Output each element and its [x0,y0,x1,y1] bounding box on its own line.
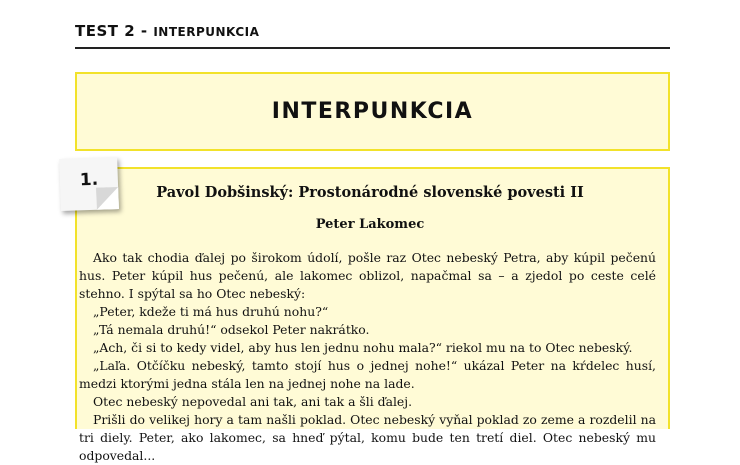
paragraph: „Laľa. Otčíčku nebeský, tamto stojí hus o jednej nohe!“ ukázal Peter na kŕdelec husí, medzi ktorými jedna stála len na jednej nohe na lade. [79,358,656,391]
page-title: INTERPUNKCIA [271,99,474,124]
paragraph: „Peter, kdeže ti má hus druhú nohu?“ [93,304,329,319]
work-title: Pavol Dobšinský: Prostonárodné slovenské povesti II [156,184,584,201]
paragraph: Ako tak chodia ďalej po širokom údolí, pošle raz Otec nebeský Petra, aby kúpil pečenú hus. Peter kúpil hus pečenú, ale lakomec oblizol, napačmal sa – a zjedol po ceste celé stehno. I spýtal sa ho Otec nebeský: [79,250,656,301]
paragraph: „Ach, či si to kedy videl, aby hus len jednu nohu mala?“ riekol mu na to Otec nebeský. [93,340,633,355]
test-label: TEST 2 - [75,22,154,40]
paragraph: „Tá nemala druhú!“ odsekol Peter nakrátko. [93,322,370,337]
header-divider [75,47,670,49]
paragraph: Otec nebeský nepovedal ani tak, ani tak a šli ďalej. [93,394,413,409]
paragraph: Prišli do velikej hory a tam našli poklad. Otec nebeský vyňal poklad zo zeme a rozdelil na tri diely. Peter, ako lakomec, sa hneď pýtal, komu bude ten tretí diel. Otec nebeský mu odpovedal... [79,412,656,463]
title-box [75,72,670,151]
test-header [75,22,670,40]
story-title: Peter Lakomec [315,217,425,232]
exercise-number: 1. [79,169,99,191]
story-text [79,249,656,465]
test-subtitle: INTERPUNKCIA [153,25,260,39]
